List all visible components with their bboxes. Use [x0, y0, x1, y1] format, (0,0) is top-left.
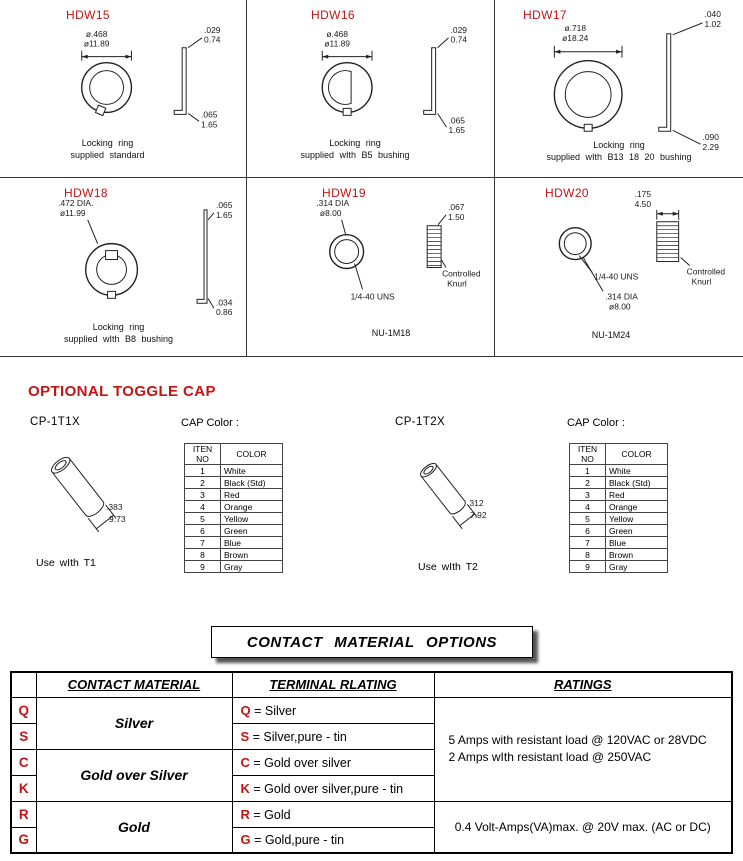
hdw16-height-dimension	[438, 113, 466, 135]
dim-in: ø.718	[564, 22, 587, 33]
caption-line-1: NU-1M24	[591, 330, 631, 340]
cap-color: Gray	[606, 561, 668, 573]
cap-color-row	[185, 489, 283, 501]
material-gold-over-silver: Gold over Silver	[36, 749, 232, 801]
hdw19-diameter-dimension	[316, 198, 349, 235]
hdw20-title: HDW20	[545, 186, 590, 200]
cap-color-row	[570, 549, 668, 561]
contact-row-q	[11, 697, 732, 723]
hdw16-front-view	[322, 63, 372, 116]
dim-in: .040	[704, 8, 721, 19]
hdw18-diameter-dimension	[58, 198, 97, 244]
dim-mm: 9.73	[109, 514, 126, 524]
letter-cell: R	[11, 801, 36, 827]
dim-mm: ø11.89	[83, 38, 110, 49]
cap-color-table-2	[569, 443, 668, 573]
cap-color-label-1: CAP Color :	[181, 417, 239, 429]
hdw15-thickness-dimension	[188, 25, 221, 48]
hdw17-diameter-dimension	[554, 23, 622, 58]
dim-in: ø.468	[326, 28, 348, 39]
contact-material-title-box	[211, 626, 533, 658]
hdw16-caption	[231, 138, 479, 161]
hdw20-cell	[495, 178, 743, 357]
cp-1t1x-drawing	[30, 452, 190, 567]
dim-in: .383	[106, 502, 123, 512]
hdw15-caption	[0, 138, 231, 161]
cap-color: Green	[221, 525, 283, 537]
cap-color: White	[606, 465, 668, 477]
hdw15-height-dimension	[188, 109, 218, 129]
part-label-cp1t1x: CP-1T1X	[30, 416, 81, 428]
hdw20-front-view	[559, 228, 591, 260]
hdw17-side-view	[659, 34, 671, 131]
cap-no: 3	[185, 489, 221, 501]
hdw19-knurl-label	[441, 260, 481, 289]
hdw19-cell	[247, 178, 495, 357]
cap-color-row	[185, 513, 283, 525]
cap-color: Gray	[221, 561, 283, 573]
plating-cell: K = Gold over silver,pure - tin	[232, 775, 434, 801]
knurl-label-line-2: Knurl	[447, 278, 467, 289]
dim-mm: ø18.24	[562, 32, 589, 43]
cap-color: Red	[221, 489, 283, 501]
thread-label: 1/4-40 UNS	[350, 291, 395, 302]
cap-no: 5	[570, 513, 606, 525]
dim-mm: 1.65	[448, 125, 465, 136]
caption-line-2: supplied standard	[70, 149, 145, 160]
section-heading: OPTIONAL TOGGLE CAP	[28, 383, 216, 400]
cap-color-row	[185, 501, 283, 513]
knurl-label-line-1: Controlled	[686, 266, 726, 277]
contact-material-section	[0, 600, 743, 861]
plating-cell: C = Gold over silver	[232, 749, 434, 775]
cap-color-row	[570, 477, 668, 489]
dim-in: .065	[201, 109, 218, 120]
hdw19-caption	[267, 328, 515, 340]
hdw16-thickness-dimension	[438, 25, 468, 48]
hdw19-side-view	[427, 226, 441, 268]
cap-color: Orange	[606, 501, 668, 513]
hdw16-diameter-dimension	[322, 29, 372, 61]
use-with-t2-label: Use wIth T2	[418, 561, 478, 573]
cap-table-header	[570, 444, 668, 465]
dim-in: .314 DIA	[605, 291, 638, 302]
dim-mm: 1.02	[704, 18, 721, 29]
cap-color-row	[185, 465, 283, 477]
cap-no: 4	[185, 501, 221, 513]
cap-color-row	[570, 465, 668, 477]
cap-color: Brown	[221, 549, 283, 561]
cap-body	[49, 455, 116, 532]
cap-color-row	[570, 489, 668, 501]
cap-no: 2	[570, 477, 606, 489]
cap-no: 1	[185, 465, 221, 477]
dim-in: .034	[215, 297, 233, 308]
hdw17-thickness-dimension	[673, 9, 722, 35]
cap-no: 1	[570, 465, 606, 477]
dim-in: .312	[467, 498, 484, 508]
dim-mm: 0.74	[204, 34, 221, 45]
cap-color-row	[570, 513, 668, 525]
toggle-cap-section	[0, 357, 743, 600]
hdw20-diameter-dimension	[583, 258, 638, 312]
cap-color: Blue	[606, 537, 668, 549]
hdw17-cell	[495, 0, 743, 178]
dim-in: .090	[702, 132, 719, 143]
plating-cell: G = Gold,pure - tin	[232, 827, 434, 853]
cap-color-row	[570, 561, 668, 573]
thread-label: 1/4-40 UNS	[594, 271, 639, 282]
cap-no: 6	[185, 525, 221, 537]
cap-no: 8	[185, 549, 221, 561]
dim-in: .472 DIA.	[58, 197, 94, 208]
contact-material-table	[10, 671, 733, 854]
caption-line-2: supplied wIth B8 bushing	[63, 333, 174, 344]
cap-body	[418, 461, 477, 529]
cap-no: 6	[570, 525, 606, 537]
cap-no: 2	[185, 477, 221, 489]
cap-color-row	[570, 525, 668, 537]
dim-mm: ø11.99	[59, 207, 86, 218]
hdw15-diameter-dimension	[82, 29, 132, 61]
cap-no: 3	[570, 489, 606, 501]
cap-color-row	[185, 537, 283, 549]
dim-mm: 7.92	[470, 510, 487, 520]
hardware-options-grid	[0, 0, 743, 357]
cap-color: Yellow	[221, 513, 283, 525]
dim-mm: 1.50	[448, 211, 465, 222]
ratings-bottom-cell: 0.4 Volt-Amps(VA)max. @ 20V max. (AC or DC)	[434, 801, 732, 853]
knurl-label-line-2: Knurl	[691, 276, 712, 287]
hdw15-cell	[0, 0, 247, 178]
cap-no: 5	[185, 513, 221, 525]
hdw20-knurl-label	[681, 258, 726, 287]
hdw18-thickness-dimension	[208, 297, 233, 317]
hdw18-title: HDW18	[64, 186, 109, 200]
cap-no: 9	[570, 561, 606, 573]
hdw15-title: HDW15	[66, 8, 111, 22]
hdw20-caption	[487, 330, 735, 342]
hdw19-front-view	[330, 235, 364, 269]
caption-line-1: Locking ring	[329, 138, 381, 148]
dim-in: .029	[450, 24, 467, 35]
cap-color: Green	[606, 525, 668, 537]
caption-line-2: supplied wIth B13 18 20 bushing	[546, 151, 692, 162]
cap-color-row	[185, 477, 283, 489]
hdw16-cell	[247, 0, 495, 178]
dim-mm: 4.50	[634, 198, 652, 209]
dim-in: .175	[634, 188, 652, 199]
header-contact-material: CONTACT MATERIAL	[36, 672, 232, 697]
dim-in: .067	[448, 201, 465, 212]
hdw17-front-view	[554, 61, 622, 132]
header-terminal-plating: TERMINAL RLATING	[232, 672, 434, 697]
dim-mm: 1.65	[201, 119, 218, 130]
cp-1t2x-drawing	[395, 452, 555, 567]
cap-color-label-2: CAP Color :	[567, 417, 625, 429]
cap-color-row	[185, 549, 283, 561]
hdw19-width-dimension	[438, 202, 465, 225]
hdw18-height-dimension	[208, 200, 233, 220]
dim-in: .065	[448, 115, 465, 126]
header-ratings: RATINGS	[434, 672, 732, 697]
rating-line-2: 2 Amps wIth resistant load @ 250VAC	[448, 750, 652, 764]
hdw15-front-view	[82, 63, 132, 116]
cap-color: Black (Std)	[606, 477, 668, 489]
hdw19-thread-label	[351, 264, 395, 302]
dim-mm: ø11.89	[324, 38, 351, 49]
cap-color-row	[570, 501, 668, 513]
hdw19-title: HDW19	[322, 186, 367, 200]
hdw20-height-dimension	[635, 189, 679, 220]
cap-color: Yellow	[606, 513, 668, 525]
letter-cell: S	[11, 723, 36, 749]
dim-in: ø.468	[85, 28, 108, 39]
cap-color: Blue	[221, 537, 283, 549]
cap-no: 7	[185, 537, 221, 549]
color-header: COLOR	[221, 444, 283, 465]
header-letter-spacer	[11, 672, 36, 697]
hdw18-caption	[0, 322, 242, 345]
cap-color: White	[221, 465, 283, 477]
plating-cell: R = Gold	[232, 801, 434, 827]
dim-mm: 0.86	[215, 307, 233, 318]
hdw18-front-view	[86, 244, 138, 299]
cap-no: 7	[570, 537, 606, 549]
caption-line-1: Locking ring	[92, 322, 145, 332]
letter-cell: G	[11, 827, 36, 853]
caption-line-2: supplied wIth B5 bushing	[300, 149, 410, 160]
cap-color: Black (Std)	[221, 477, 283, 489]
dim-mm: 2.29	[702, 142, 719, 153]
ratings-top-cell	[434, 697, 732, 801]
dim-in: .314 DIA	[316, 197, 350, 208]
contact-row-r	[11, 801, 732, 827]
hdw17-title: HDW17	[523, 8, 568, 22]
cap-color: Orange	[221, 501, 283, 513]
cap-color: Red	[606, 489, 668, 501]
use-with-t1-label: Use wIth T1	[36, 557, 96, 569]
dim-mm: ø8.00	[609, 301, 631, 312]
contact-material-title: CONTACT MATERIAL OPTIONS	[246, 633, 498, 651]
hdw17-caption	[495, 140, 743, 163]
hdw18-side-view	[197, 210, 207, 303]
letter-cell: Q	[11, 697, 36, 723]
cap-color-row	[185, 525, 283, 537]
color-header: COLOR	[606, 444, 668, 465]
dim-mm: ø8.00	[319, 207, 342, 218]
cap-color-table-1	[184, 443, 283, 573]
hdw15-side-view	[174, 48, 186, 115]
dim-mm: 1.65	[215, 209, 233, 220]
cap-table-header	[185, 444, 283, 465]
dim-in: .065	[215, 199, 233, 210]
caption-line-1: Locking ring	[81, 138, 134, 148]
plating-cell: S = Silver,pure - tin	[232, 723, 434, 749]
hdw16-title: HDW16	[311, 8, 356, 22]
iten-no-header: ITEN NO	[570, 444, 606, 465]
knurl-label-line-1: Controlled	[442, 268, 481, 279]
dim-mm: 0.74	[450, 34, 467, 45]
caption-line-1: NU-1M18	[371, 328, 411, 338]
plating-cell: Q = Silver	[232, 697, 434, 723]
cap-no: 4	[570, 501, 606, 513]
contact-table-header-row	[11, 672, 732, 697]
cap-color: Brown	[606, 549, 668, 561]
hdw20-thread-label	[579, 256, 638, 282]
caption-line-1: Locking ring	[593, 140, 645, 150]
hdw16-side-view	[424, 48, 436, 115]
cap-color-row	[185, 561, 283, 573]
cap-no: 8	[570, 549, 606, 561]
part-label-cp1t2x: CP-1T2X	[395, 416, 446, 428]
hdw20-side-view	[657, 222, 679, 262]
rating-line-1: 5 Amps with resistant load @ 120VAC or 28VDC	[448, 733, 707, 747]
material-silver: Silver	[36, 697, 232, 749]
material-gold: Gold	[36, 801, 232, 853]
letter-cell: C	[11, 749, 36, 775]
cap-color-row	[570, 537, 668, 549]
cap-no: 9	[185, 561, 221, 573]
letter-cell: K	[11, 775, 36, 801]
iten-no-header: ITEN NO	[185, 444, 221, 465]
dim-in: .029	[204, 24, 221, 35]
hdw18-cell	[0, 178, 247, 357]
